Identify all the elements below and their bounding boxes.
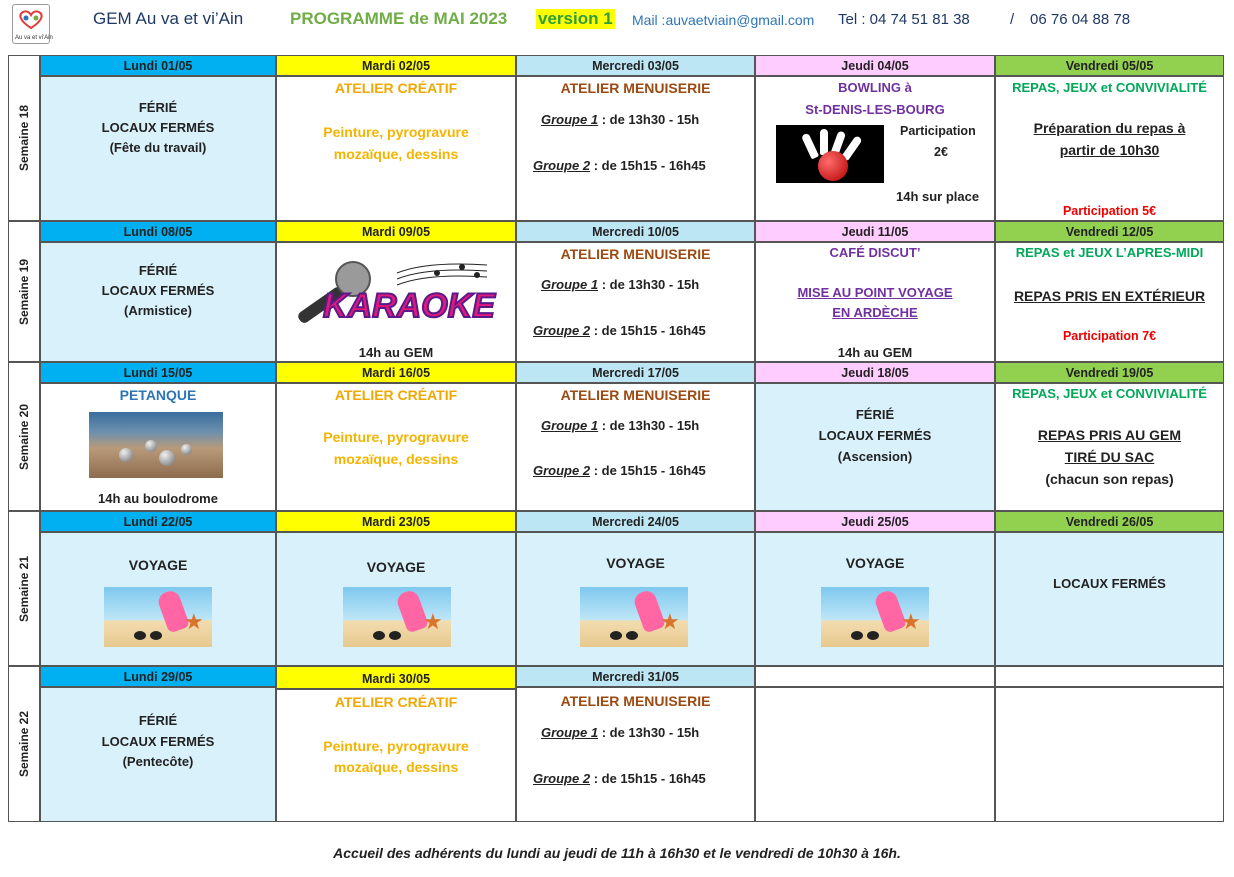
group-1-schedule: Groupe 1 : de 13h30 - 15h bbox=[541, 112, 700, 127]
group-1-schedule: Groupe 1 : de 13h30 - 15h bbox=[541, 277, 700, 292]
program-title: PROGRAMME de MAI 2023 bbox=[290, 9, 508, 28]
day-header: Lundi 08/05 bbox=[40, 221, 276, 242]
day-header: Mardi 09/05 bbox=[276, 221, 516, 242]
day-cell bbox=[516, 532, 755, 666]
activity-title: ATELIER CRÉATIF bbox=[334, 694, 458, 710]
activity-detail: mozaïque, dessins bbox=[333, 759, 459, 775]
day-header: Lundi 29/05 bbox=[40, 666, 276, 687]
day-header: Mercredi 10/05 bbox=[516, 221, 755, 242]
contact-mail: Mail :auvaetviain@gmail.com bbox=[632, 12, 815, 28]
week-label: Semaine 22 bbox=[17, 710, 31, 778]
day-header: Jeudi 25/05 bbox=[755, 511, 995, 532]
day-header: Lundi 01/05 bbox=[40, 55, 276, 76]
activity-title: ATELIER MENUISERIE bbox=[560, 693, 711, 709]
activity-title: VOYAGE bbox=[128, 557, 188, 573]
day-cell bbox=[40, 383, 276, 511]
participation-price: Participation 5€ bbox=[1062, 204, 1157, 218]
day-header: Vendredi 26/05 bbox=[995, 511, 1224, 532]
day-cell bbox=[755, 532, 995, 666]
activity-title: ATELIER MENUISERIE bbox=[560, 387, 711, 403]
activity-detail: Peinture, pyrogravure bbox=[323, 429, 469, 445]
group-1-schedule: Groupe 1 : de 13h30 - 15h bbox=[541, 418, 700, 433]
day-cell bbox=[516, 687, 755, 822]
day-header: Mercredi 31/05 bbox=[516, 666, 755, 687]
holiday-label: FÉRIÉ bbox=[138, 263, 178, 278]
activity-time: 14h au GEM bbox=[358, 345, 434, 360]
contact-phone-2: 06 76 04 88 78 bbox=[1030, 11, 1131, 28]
day-cell bbox=[40, 532, 276, 666]
closed-label: LOCAUX FERMÉS bbox=[1053, 576, 1166, 591]
holiday-name: (Pentecôte) bbox=[122, 754, 194, 769]
karaoke-text: KARAOKE bbox=[323, 287, 495, 325]
week-label-cell bbox=[8, 666, 40, 822]
day-header: Jeudi 11/05 bbox=[755, 221, 995, 242]
day-header: Lundi 22/05 bbox=[40, 511, 276, 532]
day-cell bbox=[276, 76, 516, 221]
closed-label: LOCAUX FERMÉS bbox=[101, 120, 215, 135]
holiday-label: FÉRIÉ bbox=[138, 713, 178, 728]
activity-location: 14h au boulodrome bbox=[98, 491, 218, 506]
activity-detail: Peinture, pyrogravure bbox=[323, 124, 469, 140]
activity-detail: mozaïque, dessins bbox=[333, 451, 459, 467]
day-cell bbox=[40, 687, 276, 822]
activity-detail: mozaïque, dessins bbox=[333, 146, 459, 162]
activity-title: ATELIER CRÉATIF bbox=[334, 80, 458, 96]
week-label-cell bbox=[8, 55, 40, 221]
activity-detail: EN ARDÈCHE bbox=[832, 305, 918, 320]
holiday-name: (Ascension) bbox=[837, 449, 913, 464]
activity-title: REPAS et JEUX L’APRES-MIDI bbox=[1015, 245, 1204, 260]
week-label: Semaine 20 bbox=[17, 403, 31, 470]
beach-image: ★ bbox=[821, 587, 929, 647]
page-header bbox=[0, 0, 1234, 44]
activity-location: St-DENIS-LES-BOURG bbox=[805, 102, 945, 117]
activity-title: CAFÉ DISCUT’ bbox=[829, 245, 921, 260]
bowling-image bbox=[776, 125, 884, 183]
activity-detail: partir de 10h30 bbox=[1059, 142, 1160, 158]
phone-separator: / bbox=[1010, 11, 1015, 28]
activity-title: ATELIER MENUISERIE bbox=[560, 80, 711, 96]
holiday-name: (Armistice) bbox=[124, 303, 192, 318]
activity-title: BOWLING à bbox=[838, 80, 912, 95]
petanque-image bbox=[89, 412, 223, 478]
day-cell bbox=[995, 242, 1224, 362]
contact-phone: Tel : 04 74 51 81 38 bbox=[838, 11, 970, 28]
logo bbox=[12, 4, 53, 44]
day-header bbox=[995, 666, 1224, 687]
group-2-schedule: Groupe 2 : de 15h15 - 16h45 bbox=[533, 771, 706, 786]
day-header: Jeudi 18/05 bbox=[755, 362, 995, 383]
day-cell bbox=[40, 76, 276, 221]
closed-label: LOCAUX FERMÉS bbox=[818, 428, 932, 443]
version-badge: version 1 bbox=[538, 9, 613, 28]
activity-title: VOYAGE bbox=[845, 555, 905, 571]
week-label: Semaine 21 bbox=[17, 555, 31, 622]
group-1-schedule: Groupe 1 : de 13h30 - 15h bbox=[541, 725, 700, 740]
day-header: Mardi 02/05 bbox=[276, 55, 516, 76]
holiday-label: FÉRIÉ bbox=[855, 407, 895, 422]
day-header: Vendredi 12/05 bbox=[995, 221, 1224, 242]
week-label-cell bbox=[8, 511, 40, 666]
day-header: Mardi 30/05 bbox=[276, 666, 516, 689]
day-cell bbox=[276, 689, 516, 822]
holiday-name: (Fête du travail) bbox=[109, 140, 207, 155]
activity-time: 14h au GEM bbox=[837, 345, 913, 360]
activity-title: VOYAGE bbox=[606, 555, 665, 571]
group-2-schedule: Groupe 2 : de 15h15 - 16h45 bbox=[533, 463, 706, 478]
day-cell bbox=[40, 242, 276, 362]
activity-title: ATELIER CRÉATIF bbox=[334, 387, 458, 403]
week-label: Semaine 18 bbox=[17, 104, 31, 172]
activity-detail: REPAS PRIS EN EXTÉRIEUR bbox=[1013, 288, 1206, 304]
closed-label: LOCAUX FERMÉS bbox=[101, 283, 215, 298]
group-2-schedule: Groupe 2 : de 15h15 - 16h45 bbox=[533, 323, 706, 338]
day-header: Vendredi 19/05 bbox=[995, 362, 1224, 383]
day-header bbox=[755, 666, 995, 687]
day-header: Mercredi 17/05 bbox=[516, 362, 755, 383]
participation-price: 2€ bbox=[934, 145, 948, 159]
day-header: Mardi 16/05 bbox=[276, 362, 516, 383]
day-cell bbox=[516, 76, 755, 221]
closed-label: LOCAUX FERMÉS bbox=[101, 734, 215, 749]
activity-detail: Peinture, pyrogravure bbox=[323, 738, 469, 754]
activity-title: REPAS, JEUX et CONVIVIALITÉ bbox=[1012, 386, 1207, 401]
day-cell bbox=[516, 383, 755, 511]
beach-image: ★ bbox=[104, 587, 212, 647]
activity-title: REPAS, JEUX et CONVIVIALITÉ bbox=[1012, 80, 1207, 95]
week-label-cell bbox=[8, 362, 40, 511]
day-cell bbox=[276, 242, 516, 362]
beach-image: ★ bbox=[580, 587, 688, 647]
day-cell bbox=[755, 76, 995, 221]
participation-price: Participation 7€ bbox=[1062, 329, 1157, 343]
activity-time: 14h sur place bbox=[896, 189, 980, 204]
activity-detail: REPAS PRIS AU GEM bbox=[1037, 427, 1182, 443]
group-2-schedule: Groupe 2 : de 15h15 - 16h45 bbox=[533, 158, 706, 173]
day-header: Mercredi 03/05 bbox=[516, 55, 755, 76]
opening-hours-note: Accueil des adhérents du lundi au jeudi de 11h à 16h30 et le vendredi de 10h30 à 16h. bbox=[333, 845, 901, 861]
participation-label: Participation bbox=[900, 124, 976, 138]
day-cell bbox=[755, 687, 995, 822]
organization-name: GEM Au va et vi’Ain bbox=[93, 9, 244, 28]
beach-image: ★ bbox=[343, 587, 451, 647]
logo-caption: Au va et vi'Ain bbox=[15, 35, 53, 41]
day-cell bbox=[276, 532, 516, 666]
activity-detail: MISE AU POINT VOYAGE bbox=[797, 285, 953, 300]
day-cell bbox=[755, 242, 995, 362]
day-cell bbox=[516, 242, 755, 362]
activity-title: ATELIER MENUISERIE bbox=[560, 246, 711, 262]
day-cell bbox=[995, 687, 1224, 822]
day-header: Lundi 15/05 bbox=[40, 362, 276, 383]
activity-detail: Préparation du repas à bbox=[1033, 120, 1186, 136]
holiday-label: FÉRIÉ bbox=[138, 100, 178, 115]
day-cell bbox=[755, 383, 995, 511]
karaoke-image bbox=[287, 255, 497, 335]
day-header: Vendredi 05/05 bbox=[995, 55, 1224, 76]
activity-title: VOYAGE bbox=[366, 559, 426, 575]
activity-detail: TIRÉ DU SAC bbox=[1064, 449, 1155, 465]
day-cell bbox=[995, 383, 1224, 511]
activity-title: PETANQUE bbox=[119, 387, 197, 403]
day-header: Mardi 23/05 bbox=[276, 511, 516, 532]
day-header: Mercredi 24/05 bbox=[516, 511, 755, 532]
week-label-cell bbox=[8, 221, 40, 362]
day-cell bbox=[276, 383, 516, 511]
logo-heart-icon bbox=[14, 7, 48, 31]
day-cell bbox=[995, 76, 1224, 221]
activity-detail: (chacun son repas) bbox=[1045, 471, 1174, 487]
week-label: Semaine 19 bbox=[17, 258, 31, 325]
day-header: Jeudi 04/05 bbox=[755, 55, 995, 76]
day-cell bbox=[995, 532, 1224, 666]
